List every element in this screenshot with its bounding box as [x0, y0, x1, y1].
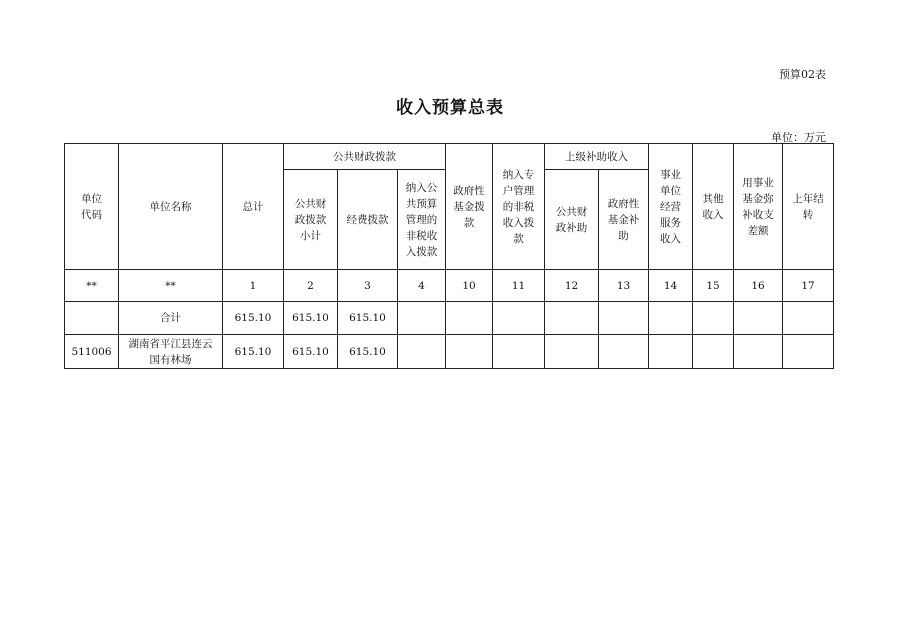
- header-public-finance-group: 公共财政拨款: [284, 144, 446, 170]
- index-cell: **: [119, 270, 223, 302]
- value-cell: [493, 335, 545, 369]
- value-cell: 615.10: [284, 335, 338, 369]
- value-cell: [693, 335, 734, 369]
- value-cell: [734, 335, 783, 369]
- index-cell: 17: [783, 270, 834, 302]
- index-cell: 3: [338, 270, 398, 302]
- index-cell: 16: [734, 270, 783, 302]
- value-cell: [446, 302, 493, 335]
- index-cell: 15: [693, 270, 734, 302]
- value-cell: [599, 335, 649, 369]
- index-cell: 4: [398, 270, 446, 302]
- header-business-income: 事业 单位 经营 服务 收入: [649, 144, 693, 270]
- unit-code-cell: [65, 302, 119, 335]
- value-cell: [649, 302, 693, 335]
- header-superior-subsidy-group: 上级补助收入: [545, 144, 649, 170]
- header-sub-gov-fund: 政府性 基金补 助: [599, 170, 649, 270]
- value-cell: [783, 302, 834, 335]
- form-number: 预算02表: [779, 68, 826, 81]
- header-pf-nontax-budget: 纳入公 共预算 管理的 非税收 入拨款: [398, 170, 446, 270]
- index-cell: 1: [223, 270, 284, 302]
- header-pf-operating: 经费拨款: [338, 170, 398, 270]
- value-cell: [734, 302, 783, 335]
- value-cell: [446, 335, 493, 369]
- header-carryover: 上年结 转: [783, 144, 834, 270]
- value-cell: [545, 335, 599, 369]
- header-special-nontax: 纳入专 户管理 的非税 收入拨 款: [493, 144, 545, 270]
- unit-code-cell: 511006: [65, 335, 119, 369]
- header-unit-code: 单位 代码: [65, 144, 119, 270]
- unit-name-cell: 合计: [119, 302, 223, 335]
- value-cell: [783, 335, 834, 369]
- header-sub-public-finance: 公共财 政补助: [545, 170, 599, 270]
- table-row: [65, 302, 834, 335]
- unit-name-cell: 湖南省平江县连云 国有林场: [119, 335, 223, 369]
- index-cell: 2: [284, 270, 338, 302]
- value-cell: [599, 302, 649, 335]
- index-cell: 11: [493, 270, 545, 302]
- value-cell: 615.10: [284, 302, 338, 335]
- unit-label: 单位：万元: [771, 131, 826, 144]
- index-cell: 14: [649, 270, 693, 302]
- page-title: 收入预算总表: [396, 98, 504, 118]
- index-row: [65, 270, 834, 302]
- value-cell: [649, 335, 693, 369]
- header-unit-name: 单位名称: [119, 144, 223, 270]
- value-cell: 615.10: [223, 335, 284, 369]
- value-cell: [493, 302, 545, 335]
- header-fund-offset: 用事业 基金弥 补收支 差额: [734, 144, 783, 270]
- value-cell: [398, 302, 446, 335]
- header-pf-subtotal: 公共财 政拨款 小计: [284, 170, 338, 270]
- header-gov-fund: 政府性 基金拨 款: [446, 144, 493, 270]
- value-cell: [693, 302, 734, 335]
- index-cell: 10: [446, 270, 493, 302]
- table-row: [65, 335, 834, 369]
- value-cell: 615.10: [338, 302, 398, 335]
- value-cell: 615.10: [338, 335, 398, 369]
- index-cell: **: [65, 270, 119, 302]
- index-cell: 12: [545, 270, 599, 302]
- header-other-income: 其他 收入: [693, 144, 734, 270]
- value-cell: 615.10: [223, 302, 284, 335]
- value-cell: [398, 335, 446, 369]
- header-total: 总计: [223, 144, 284, 270]
- income-budget-table: [64, 143, 834, 369]
- index-cell: 13: [599, 270, 649, 302]
- value-cell: [545, 302, 599, 335]
